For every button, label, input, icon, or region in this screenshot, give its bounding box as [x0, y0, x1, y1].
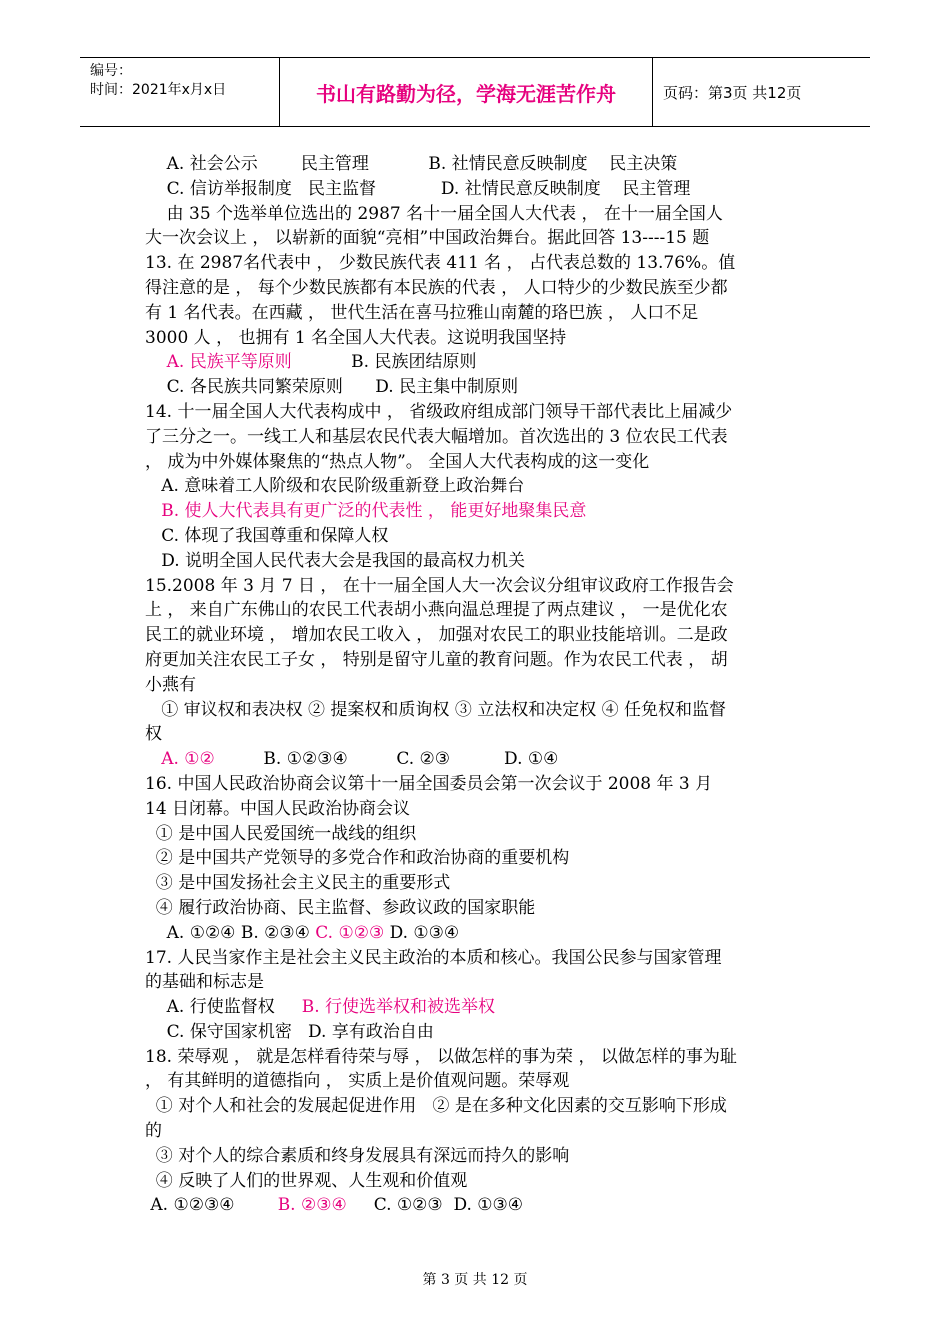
answer-highlight: B. 行使选举权和被选举权 — [301, 997, 496, 1018]
text-line — [145, 673, 810, 698]
text-segment: 大一次会议上 ， 以崭新的面貌“亮相”中国政治舞台。据此回答 13----15 题 — [145, 228, 710, 249]
number-label: 编号： — [90, 63, 132, 79]
text-line — [145, 772, 810, 797]
text-segment: ① 审议权和表决权 ② 提案权和质询权 ③ 立法权和决定权 ④ 任免权和监督 — [145, 699, 727, 720]
text-line — [145, 1094, 810, 1119]
text-line — [145, 871, 810, 896]
text-line — [145, 425, 810, 450]
text-segment: 16. 中国人民政治协商会议第十一届全国委员会第一次会议于 2008 年 3 月 — [145, 773, 713, 794]
text-segment: ① 对个人和社会的发展起促进作用 ② 是在多种文化因素的交互影响下形成 — [145, 1096, 727, 1117]
page-footer: 第 3 页 共 12 页 — [422, 1272, 528, 1288]
text-line — [145, 598, 810, 623]
text-segment: A. 意味着工人阶级和农民阶级重新登上政治舞台 — [145, 476, 525, 497]
text-line — [145, 970, 810, 995]
text-segment: A. 社会公示 民主管理 B. 社情民意反映制度 民主决策 — [145, 154, 678, 174]
text-segment: 有 1 名代表。在西藏 ， 世代生活在喜马拉雅山南麓的珞巴族 ， 人口不足 — [145, 302, 699, 323]
header-page-info: 页码：第3页 共12页 — [663, 83, 802, 102]
text-line — [145, 1193, 810, 1218]
text-segment: A. ①②④ B. ②③④ — [145, 922, 316, 943]
text-segment: 15.2008 年 3 月 7 日 ， 在十一届全国人大一次会议分组审议政府工作报告会 — [145, 575, 734, 596]
text-line — [145, 822, 810, 847]
text-segment: 了三分之一。一线工人和基层农民代表大幅增加。首次选出的 3 位农民工代表 — [145, 426, 728, 447]
time-label: 时间：2021年x月x日 — [90, 82, 227, 98]
text-line — [145, 896, 810, 921]
text-line — [145, 276, 810, 301]
text-segment: 14 日闭幕。中国人民政治协商会议 — [145, 798, 411, 819]
text-segment: 小燕有 — [145, 674, 196, 695]
text-line — [145, 251, 810, 276]
header-motto: 书山有路勤为径，学海无涯苦作舟 — [280, 58, 653, 126]
text-segment: B. 民族团结原则 — [291, 352, 477, 373]
text-line — [145, 1144, 810, 1169]
text-segment: A. 行使监督权 — [145, 997, 302, 1018]
text-segment: D. 说明全国人民代表大会是我国的最高权力机关 — [145, 550, 526, 571]
text-line — [145, 549, 810, 574]
answer-highlight: B. 使人大代表具有更广泛的代表性 ， 能更好地聚集民意 — [161, 501, 587, 522]
text-line — [145, 623, 810, 648]
text-segment: 上 ， 来自广东佛山的农民工代表胡小燕向温总理提了两点建议 ， 一是优化农 — [145, 600, 728, 621]
text-segment: 的 — [145, 1121, 162, 1142]
text-segment: C. 各民族共同繁荣原则 D. 民主集中制原则 — [145, 377, 519, 398]
text-segment: D. ①③④ — [384, 922, 460, 943]
answer-highlight: A. ①② — [161, 749, 215, 770]
answer-highlight: B. ②③④ — [277, 1195, 347, 1216]
text-line — [145, 177, 810, 202]
text-line — [145, 375, 810, 400]
text-segment: 的基础和标志是 — [145, 972, 264, 993]
text-segment: C. ①②③ D. ①③④ — [346, 1195, 524, 1216]
text-segment: 由 35 个选举单位选出的 2987 名十一届全国人大代表 ， 在十一届全国人 — [145, 203, 723, 224]
text-segment: 3000 人 ， 也拥有 1 名全国人大代表。这说明我国坚持 — [145, 327, 567, 348]
text-segment: 13. 在 2987名代表中 ， 少数民族代表 411 名 ， 占代表总数的 13.76%。值 — [145, 253, 736, 274]
text-segment — [145, 749, 161, 769]
text-line — [145, 722, 810, 747]
text-line — [145, 1169, 810, 1194]
text-line — [145, 574, 810, 599]
document-body — [145, 152, 810, 1218]
text-segment: ④ 履行政治协商、民主监督、参政议政的国家职能 — [145, 897, 536, 918]
text-line — [145, 350, 810, 375]
text-segment: A. ①②③④ — [145, 1195, 278, 1216]
text-segment — [145, 352, 167, 372]
text-line — [145, 946, 810, 971]
text-line — [145, 995, 810, 1020]
text-line — [145, 524, 810, 549]
text-segment: 17. 人民当家作主是社会主义民主政治的本质和核心。我国公民参与国家管理 — [145, 947, 722, 968]
text-line — [145, 648, 810, 673]
text-line — [145, 301, 810, 326]
text-line — [145, 747, 810, 772]
text-segment: C. 保守国家机密 D. 享有政治自由 — [145, 1021, 434, 1042]
text-segment: C. 信访举报制度 民主监督 D. 社情民意反映制度 民主管理 — [145, 178, 691, 199]
text-segment: C. 体现了我国尊重和保障人权 — [145, 525, 389, 546]
text-segment: 14. 十一届全国人大代表构成中 ， 省级政府组成部门领导干部代表比上届减少 — [145, 401, 733, 422]
text-line — [145, 797, 810, 822]
text-segment: ， 有其鲜明的道德指向 ， 实质上是价值观问题。荣辱观 — [145, 1071, 570, 1092]
text-segment: B. ①②③④ C. ②③ D. ①④ — [214, 749, 559, 770]
text-segment: ① 是中国人民爱国统一战线的组织 — [145, 823, 417, 844]
text-segment: 府更加关注农民工子女 ， 特别是留守儿童的教育问题。作为农民工代表 ， 胡 — [145, 649, 728, 670]
page-header — [80, 57, 870, 127]
text-segment: ③ 是中国发扬社会主义民主的重要形式 — [145, 873, 451, 894]
text-segment: ② 是中国共产党领导的多党合作和政治协商的重要机构 — [145, 848, 570, 869]
text-line — [145, 474, 810, 499]
text-segment: ， 成为中外媒体聚焦的“热点人物”。 全国人大代表构成的这一变化 — [145, 451, 650, 472]
text-line — [145, 921, 810, 946]
text-line — [145, 1119, 810, 1144]
text-segment: ③ 对个人的综合素质和终身发展具有深远而持久的影响 — [145, 1145, 570, 1166]
answer-highlight: C. ①②③ — [315, 922, 385, 943]
text-line — [145, 450, 810, 475]
text-line — [145, 846, 810, 871]
text-segment — [145, 501, 161, 521]
text-line — [145, 400, 810, 425]
text-segment: 权 — [145, 724, 162, 745]
text-line — [145, 1020, 810, 1045]
header-meta — [80, 58, 280, 126]
text-line — [145, 698, 810, 723]
text-segment: 得注意的是 ， 每个少数民族都有本民族的代表 ， 人口特少的少数民族至少都 — [145, 277, 728, 298]
text-line — [145, 1045, 810, 1070]
text-line — [145, 202, 810, 227]
text-line — [145, 1069, 810, 1094]
text-line — [145, 152, 810, 177]
text-line — [145, 226, 810, 251]
text-line — [145, 326, 810, 351]
answer-highlight: A. 民族平等原则 — [166, 352, 292, 373]
text-segment: 民工的就业环境 ， 增加农民工收入 ， 加强对农民工的职业技能培训。二是政 — [145, 625, 728, 646]
text-segment: 18. 荣辱观 ， 就是怎样看待荣与辱 ， 以做怎样的事为荣 ， 以做怎样的事为耻 — [145, 1046, 737, 1067]
text-line — [145, 499, 810, 524]
text-segment: ④ 反映了人们的世界观、人生观和价值观 — [145, 1170, 468, 1191]
